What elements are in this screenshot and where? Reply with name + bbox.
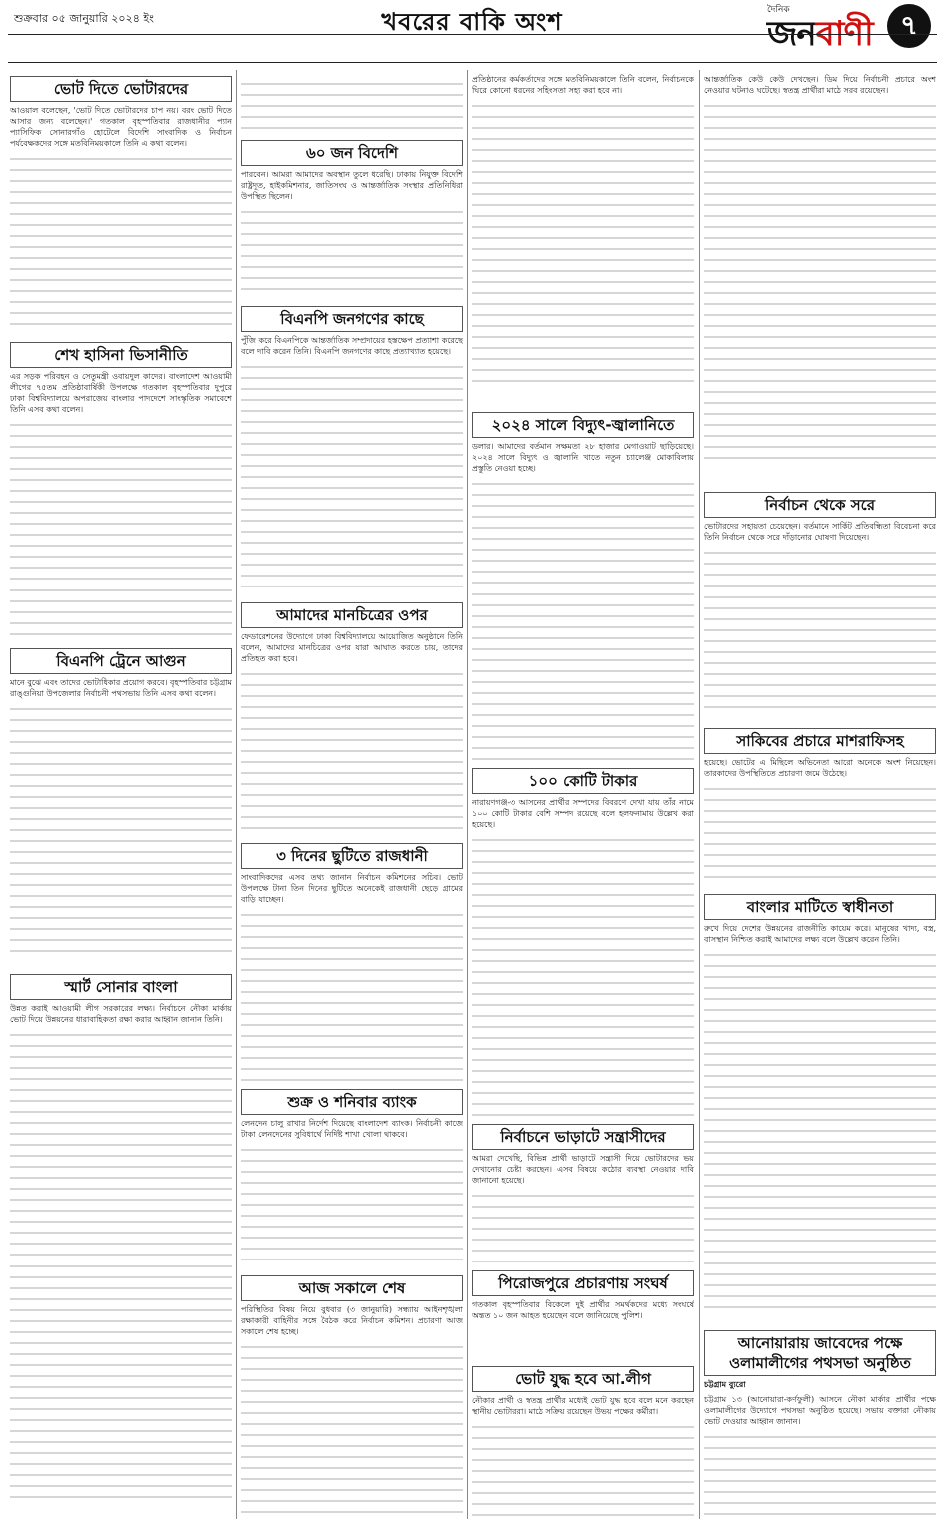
article-headline: আনোয়ারায় জাবেদের পক্ষে ওলামালীগের পথসভা অনুষ্ঠিত bbox=[704, 1330, 936, 1376]
article-headline: ১০০ কোটি টাকার bbox=[472, 768, 694, 794]
article bbox=[241, 1087, 463, 1267]
article-body-text bbox=[241, 202, 463, 298]
column-2 bbox=[241, 74, 463, 1519]
column-divider bbox=[236, 70, 237, 1519]
article-headline: আমাদের মানচিত্রের ওপর bbox=[241, 602, 463, 628]
article-lead: ভোটারদের সহায়তা চেয়েছেন। বর্তমানে সার্কিট প্রতিবন্ধিতা বিবেচনা করে তিনি নির্বাচন থেকে সরে দাঁড়ানোর ঘোষণা দিয়েছেন। bbox=[704, 522, 936, 542]
article-headline: শেখ হাসিনা ভিসানীতি bbox=[10, 342, 232, 368]
article-body-text bbox=[241, 664, 463, 835]
article-body-text bbox=[472, 474, 694, 760]
article-lead: লেনদেন চালু রাখার নির্দেশ দিয়েছে বাংলাদেশ ব্যাংক। নির্বাচনী কাজে টাকা লেনদেনের সুবিধার্থে নির্দিষ্ট শাখা খোলা থাকবে। bbox=[241, 1119, 463, 1139]
article bbox=[241, 304, 463, 594]
article bbox=[704, 726, 936, 886]
article bbox=[472, 766, 694, 1116]
article-lead: পুঁজি করে বিএনপিকে আন্তর্জাতিক সম্প্রদায়ের হস্তক্ষেপ প্রত্যাশা করেছে বলে দাবি করেন তিনি। বিএনপি জনগণের কাছে প্রত্যাখ্যাত হয়েছে। bbox=[241, 336, 463, 356]
article-headline: বাংলার মাটিতে স্বাধীনতা bbox=[704, 894, 936, 920]
article-lead: নারায়ণগঞ্জ-৩ আসনের প্রার্থীর সম্পদের বিবরণে দেখা যায় তাঁর নামে ১০০ কোটি টাকার বেশি সম্পদ রয়েছে বলে হলফনামায় উল্লেখ করা হয়েছে। bbox=[472, 798, 694, 829]
article-byline: চট্টগ্রাম ব্যুরো bbox=[704, 1380, 746, 1389]
article-body-text bbox=[704, 1427, 936, 1517]
article-body-text bbox=[10, 149, 232, 329]
article-body-text bbox=[10, 415, 232, 640]
article-lead: পরিস্থিতির বিষয় নিয়ে বুধবার (৩ জানুয়ারি) সন্ধ্যায় আইনশৃঙ্খলা রক্ষাকারী বাহিনীর সঙ্গে বৈঠক করে নির্বাচন কমিশন। প্রচারণা আজ সকালে শেষ হচ্ছে। bbox=[241, 1305, 463, 1336]
article bbox=[472, 1268, 694, 1358]
article-headline: বিএনপি ট্রেনে আগুন bbox=[10, 648, 232, 674]
article bbox=[472, 1364, 694, 1519]
article-headline: বিএনপি জনগণের কাছে bbox=[241, 306, 463, 332]
article bbox=[704, 490, 936, 720]
article-headline: পিরোজপুরে প্রচারণায় সংঘর্ষ bbox=[472, 1270, 694, 1296]
article-headline: আজ সকালে শেষ bbox=[241, 1275, 463, 1301]
article-lead: প্রতিষ্ঠানের কর্মকর্তাদের সঙ্গে মতবিনিময়কালে তিনি বলেন, নির্বাচনকে ঘিরে কোনো ধরনের সহিংসতা সহ্য করা হবে না। bbox=[472, 75, 694, 95]
masthead-bottom-rule bbox=[8, 62, 937, 63]
article-lead: হয়েছে। ভোটের এ মিছিলে অভিনেতা আরো অনেকে অংশ নিয়েছেন। তারকাদের উপস্থিতিতে প্রচারণা জমে উঠেছে। bbox=[704, 758, 936, 778]
article-lead: উন্নত করাই আওয়ামী লীগ সরকারের লক্ষ্য। নির্বাচনে নৌকা মার্কায় ভোট দিয়ে উন্নয়নের ধারাবাহিকতা রক্ষা করার আহ্বান জানান তিনি। bbox=[10, 1004, 232, 1024]
article-lead: মানে বুঝে এবং তাদের ভোটাধিকার প্রয়োগ করবে। বৃহস্পতিবার চট্টগ্রাম রাঙ্গুনিয়া উপজেলার নির্বাচনী পথসভায় তিনি এসব কথা বলেন। bbox=[10, 678, 232, 698]
article-body-text bbox=[241, 1337, 463, 1519]
article-headline: ভোট যুদ্ধ হবে আ.লীগ bbox=[472, 1366, 694, 1392]
article bbox=[241, 600, 463, 835]
article-body-text bbox=[10, 1025, 232, 1505]
article-lead: রুখে দিয়ে দেশের উন্নয়নের রাজনীতি কায়েম করে। মানুষের খাদ্য, বস্ত্র, বাসস্থান নিশ্চিত করাই আমাদের লক্ষ্য বলে উল্লেখ করেন তিনি। bbox=[704, 924, 936, 944]
article-lead: আমরা দেখেছি, বিভিন্ন প্রার্থী ভাড়াটে সন্ত্রাসী দিয়ে ভোটারদের ভয় দেখানোর চেষ্টা করছেন। এসব বিষয়ে কঠোর ব্যবস্থা নেওয়ার দাবি জানানো হয়েছে। bbox=[472, 1154, 694, 1185]
article bbox=[10, 646, 232, 966]
article-lead: ফেডারেশনের উদ্যোগে ঢাকা বিশ্ববিদ্যালয়ে আয়োজিত অনুষ্ঠানে তিনি বলেন, আমাদের মানচিত্রের ওপর যারা আঘাত করতে চায়, তাদের প্রতিহত করা হবে। bbox=[241, 632, 463, 663]
article-body-text bbox=[472, 1417, 694, 1519]
article-lead: আওয়াল বলেছেন, 'ভোট দিতে ভোটারদের চাপ নয়। বরং ভোট দিতে আসার জন্য বলেছেন।' গতকাল বৃহস্পতিবার রাজধানীর প্যান প্যাসিফিক সোনারগাঁও হোটেলে বিদেশি সাংবাদিক ও নির্বাচন পর্যবেক্ষকদের সঙ্গে মতবিনিময়কালে তিনি এ কথা বলেন। bbox=[10, 106, 232, 148]
article-headline: সাকিবের প্রচারে মাশরাফিসহ bbox=[704, 728, 936, 754]
masthead-rule bbox=[8, 34, 937, 35]
article-body-text bbox=[241, 74, 463, 134]
article-headline: স্মার্ট সোনার বাংলা bbox=[10, 974, 232, 1000]
logo-part-2: বাণী bbox=[815, 14, 873, 54]
article-body-text bbox=[704, 96, 936, 466]
article-headline: ৬০ জন বিদেশি bbox=[241, 140, 463, 166]
article-body-text bbox=[241, 1140, 463, 1260]
masthead bbox=[0, 0, 945, 60]
page-number-badge: ৭ bbox=[887, 4, 931, 48]
article-headline: ৩ দিনের ছুটিতে রাজধানী bbox=[241, 843, 463, 869]
article-headline: ভোট দিতে ভোটারদের bbox=[10, 76, 232, 102]
column-4 bbox=[704, 74, 936, 1519]
article bbox=[241, 841, 463, 1081]
article-body-text bbox=[704, 945, 936, 1315]
article bbox=[241, 1273, 463, 1519]
article-body-text bbox=[10, 699, 232, 959]
article bbox=[704, 892, 936, 1322]
article-body-text bbox=[241, 905, 463, 1081]
article-lead: চট্টগ্রাম ১৩ (আনোয়ারা-কর্ণফুলী) আসনে নৌকা মার্কার প্রার্থীর পক্ষে ওলামালীগের উদ্যোগে পথসভা অনুষ্ঠিত হয়েছে। সভায় বক্তারা নৌকায় ভোট দেওয়ার আহ্বান জানান। bbox=[704, 1395, 936, 1426]
article-lead: পারবেন। আমরা আমাদের অবস্থান তুলে ধরেছি। ঢাকায় নিযুক্ত বিদেশি রাষ্ট্রদূত, হাইকমিশনার, জাতিসংঘ ও আন্তর্জাতিক সংস্থার প্রতিনিধিরা উপস্থিত ছিলেন। bbox=[241, 170, 463, 201]
article bbox=[472, 1122, 694, 1262]
article-headline: নির্বাচনে ভাড়াটে সন্ত্রাসীদের bbox=[472, 1124, 694, 1150]
article-lead: ডলার। আমাদের বর্তমান সক্ষমতা ২৮ হাজার মেগাওয়াট ছাড়িয়েছে। ২০২৪ সালে বিদ্যুৎ ও জ্বালানি খাতে নতুন চ্যালেঞ্জ মোকাবিলায় প্রস্তুতি নেওয়া হচ্ছে। bbox=[472, 442, 694, 473]
article-lead: গতকাল বৃহস্পতিবার বিকেলে দুই প্রার্থীর সমর্থকদের মধ্যে সংঘর্ষে অন্তত ১০ জন আহত হয়েছেন বলে জানিয়েছে পুলিশ। bbox=[472, 1300, 694, 1320]
article-lead: এর সড়ক পরিবহন ও সেতুমন্ত্রী ওবায়দুল কাদের। বাংলাদেশ আওয়ামী লীগের ৭৫তম প্রতিষ্ঠাবার্ষিকী উপলক্ষে গতকাল বৃহস্পতিবার দুপুরে ঢাকা বিশ্ববিদ্যালয়ে অপরাজেয় বাংলার পাদদেশে সাংস্কৃতিক সমাবেশে তিনি এসব কথা বলেন। bbox=[10, 372, 232, 414]
article bbox=[472, 410, 694, 760]
article-body-text bbox=[241, 357, 463, 587]
article bbox=[472, 74, 694, 404]
article-lead: আন্তর্জাতিক কেউ কেউ দেখছেন। ডিম দিয়ে নির্বাচনী প্রচারে অংশ নেওয়ার ঘটনাও ঘটেছে। স্বতন্ত্র প্রার্থীরা মাঠে সরব রয়েছেন। bbox=[704, 75, 936, 95]
article-body-text bbox=[472, 830, 694, 1116]
newspaper-logo bbox=[761, 2, 931, 54]
article-body-text bbox=[704, 779, 936, 879]
article bbox=[10, 340, 232, 640]
article-headline: নির্বাচন থেকে সরে bbox=[704, 492, 936, 518]
article-body-text bbox=[472, 1186, 694, 1262]
issue-date: শুক্রবার ০৫ জানুয়ারি ২০২৪ ইং bbox=[14, 12, 154, 25]
column-1 bbox=[10, 74, 232, 1519]
article-headline: ২০২৪ সালে বিদ্যুৎ-জ্বালানিতে bbox=[472, 412, 694, 438]
column-3 bbox=[472, 74, 694, 1519]
article bbox=[241, 138, 463, 298]
article-lead: সাংবাদিকদের এসব তথ্য জানান নির্বাচন কমিশনের সচিব। ভোট উপলক্ষে টানা তিন দিনের ছুটিতে অনেকেই রাজধানী ছেড়ে গ্রামের বাড়ি যাচ্ছেন। bbox=[241, 873, 463, 904]
article bbox=[704, 74, 936, 484]
article-body-text bbox=[472, 96, 694, 386]
column-divider bbox=[467, 70, 468, 1519]
column-divider bbox=[699, 70, 700, 1519]
logo-wordmark bbox=[767, 8, 873, 65]
article-lead: নৌকার প্রার্থী ও স্বতন্ত্র প্রার্থীর মধ্যেই ভোট যুদ্ধ হবে বলে মনে করছেন স্থানীয় ভোটাররা। মাঠে সক্রিয় রয়েছেন উভয় পক্ষের কর্মীরা। bbox=[472, 1396, 694, 1416]
article-body-text bbox=[704, 543, 936, 713]
article bbox=[10, 74, 232, 334]
article bbox=[10, 972, 232, 1512]
page-section-title: খবরের বাকি অংশ bbox=[381, 8, 563, 36]
article bbox=[704, 1328, 936, 1519]
article-headline: শুক্র ও শনিবার ব্যাংক bbox=[241, 1089, 463, 1115]
logo-part-1: জন bbox=[767, 14, 816, 54]
logo-prefix: দৈনিক bbox=[767, 5, 790, 15]
